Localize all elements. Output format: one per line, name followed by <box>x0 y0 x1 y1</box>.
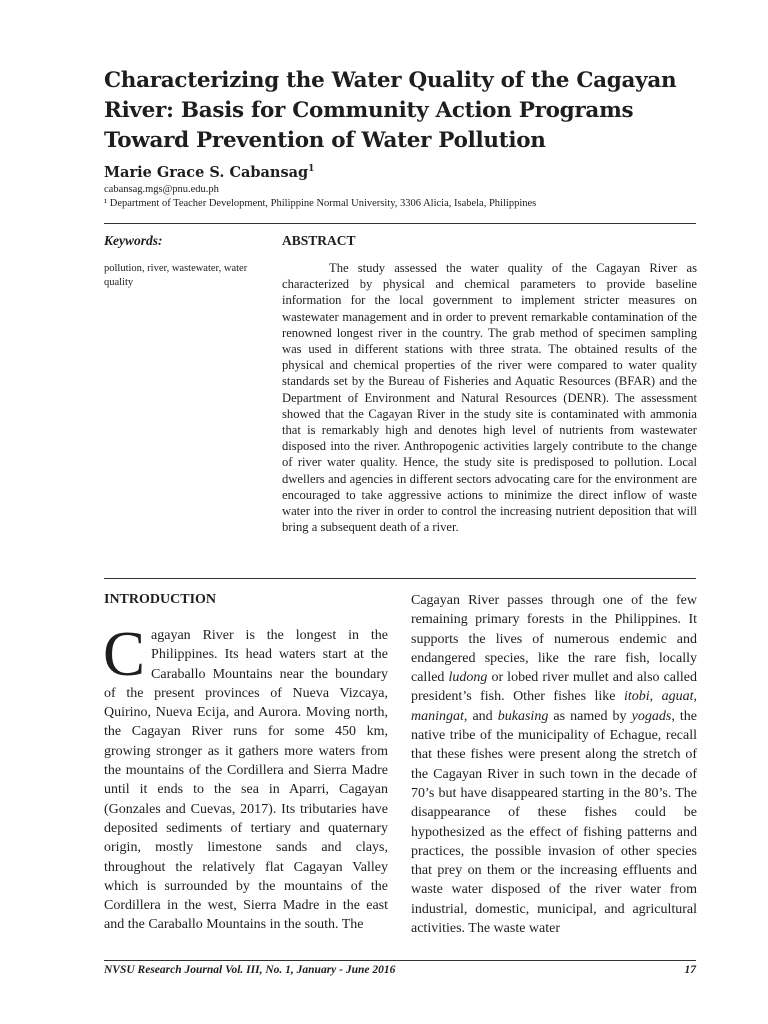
term-yogads: yogads <box>631 708 672 724</box>
author-name <box>104 164 314 181</box>
term-ludong: ludong <box>448 670 488 686</box>
keywords-heading: Keywords: <box>104 233 163 248</box>
introduction-heading: INTRODUCTION <box>104 592 217 607</box>
intro-right-column <box>411 591 697 938</box>
page-number: 17 <box>684 964 696 976</box>
intro-left-column <box>103 619 388 935</box>
author-name-text: Marie Grace S. Cabansag <box>104 164 309 181</box>
abstract-heading: ABSTRACT <box>282 233 356 248</box>
intro-left-text: agayan River is the longest in the Philippines. Its head waters start at the Caraballo Mountains near the boundary of the present provinces of Nueva Vizcaya, Quirino, Nueva Ecija, and Aurora. Moving north, the Cagayan River runs for some 450 km, growing stronger as it gathers more waters from the mountains of the Cordillera and Sierra Madre until it ends to the sea in Aparri, Cagayan (Gonzales and Cuevas, 2017). Its tributaries have deposited sediments of tertiary and quaternary origin, mostly limestone sands and clays, throughout the relatively flat Cagayan Valley which is surrounded by the mountains of the Cordillera in the west, Sierra Madre in the east and the Caraballo Mountains in the south. The <box>104 628 388 933</box>
divider-footer <box>104 960 696 961</box>
intro-right-text-5: , and <box>463 708 498 724</box>
divider-top <box>104 223 696 224</box>
keywords-text: pollution, river, wastewater, water quality <box>104 263 248 288</box>
term-aguat: aguat <box>661 689 694 705</box>
journal-citation: NVSU Research Journal Vol. III, No. 1, January - June 2016 <box>104 964 396 976</box>
intro-right-text-3: , <box>649 689 662 705</box>
author-affiliation: ¹ Department of Teacher Development, Philippine Normal University, 3306 Alicia, Isabela, Philippines <box>104 198 537 209</box>
term-maningat: maningat <box>411 708 464 724</box>
divider-middle <box>104 578 696 579</box>
author-superscript: 1 <box>308 164 315 174</box>
intro-right-text-6: as named by <box>548 708 632 724</box>
paper-title: Characterizing the Water Quality of the Cagayan River: Basis for Community Action Programs Toward Prevention of Water Pollution <box>104 68 677 153</box>
term-bukasing: bukasing <box>497 708 549 724</box>
intro-right-text-4: , <box>693 689 698 705</box>
author-email: cabansag.mgs@pnu.edu.ph <box>104 184 219 195</box>
drop-cap: C <box>103 619 146 689</box>
term-itobi: itobi <box>623 689 650 705</box>
intro-right-text-1: Cagayan River passes through one of the few remaining primary forests in the Philippines. It supports the lives of numerous endemic and endangered species, like the rare fish, locally called <box>411 593 697 686</box>
intro-right-text-2: or lobed river mullet and also called president’s fish. Other fishes like <box>411 670 698 705</box>
abstract-body: The study assessed the water quality of the Cagayan River as characterized by physical and chemical parameters to provide baseline information for the local government to implement stricter measures on wastewater management and in order to prevent remarkable contamination of the renowned longest river in the country. The grab method of specimen sampling was used in different stations with three strata. The obtained results of the physical and chemical properties of the river were compared to water quality standards set by the Bureau of Fisheries and Aquatic Resources (BFAR) and the Department of Environment and Natural Resources (DENR). The assessment showed that the Cagayan River in the study site is contaminated with ammonia that is remarkably high and denotes high level of nutrients from wastewater disposed into the river. Anthropogenic activities largely contribute to the change of river water quality. Hence, the study site is predisposed to pollution. Local dwellers and agencies in different sectors advocating care for the environment are encouraged to take aggressive actions to minimize the direct inflow of waste water into the river in order to control the increasing nutrient deposition that will bring a subsequent death of a river. <box>282 261 697 535</box>
intro-right-text-7: , the native tribe of the municipality of Echague, recall that these fishes were present along the stretch of the Cagayan River in such town in the decade of 70’s but have disappeared starting in the 80’s. The disappearance of these fishes could be hypothesized as the effect of fishing patterns and practices, the possible invasion of other species that prey on them or the increasing effluents and waste water disposed of the river water from industrial, domestic, municipal, and agricultural activities. The waste water <box>411 708 697 937</box>
